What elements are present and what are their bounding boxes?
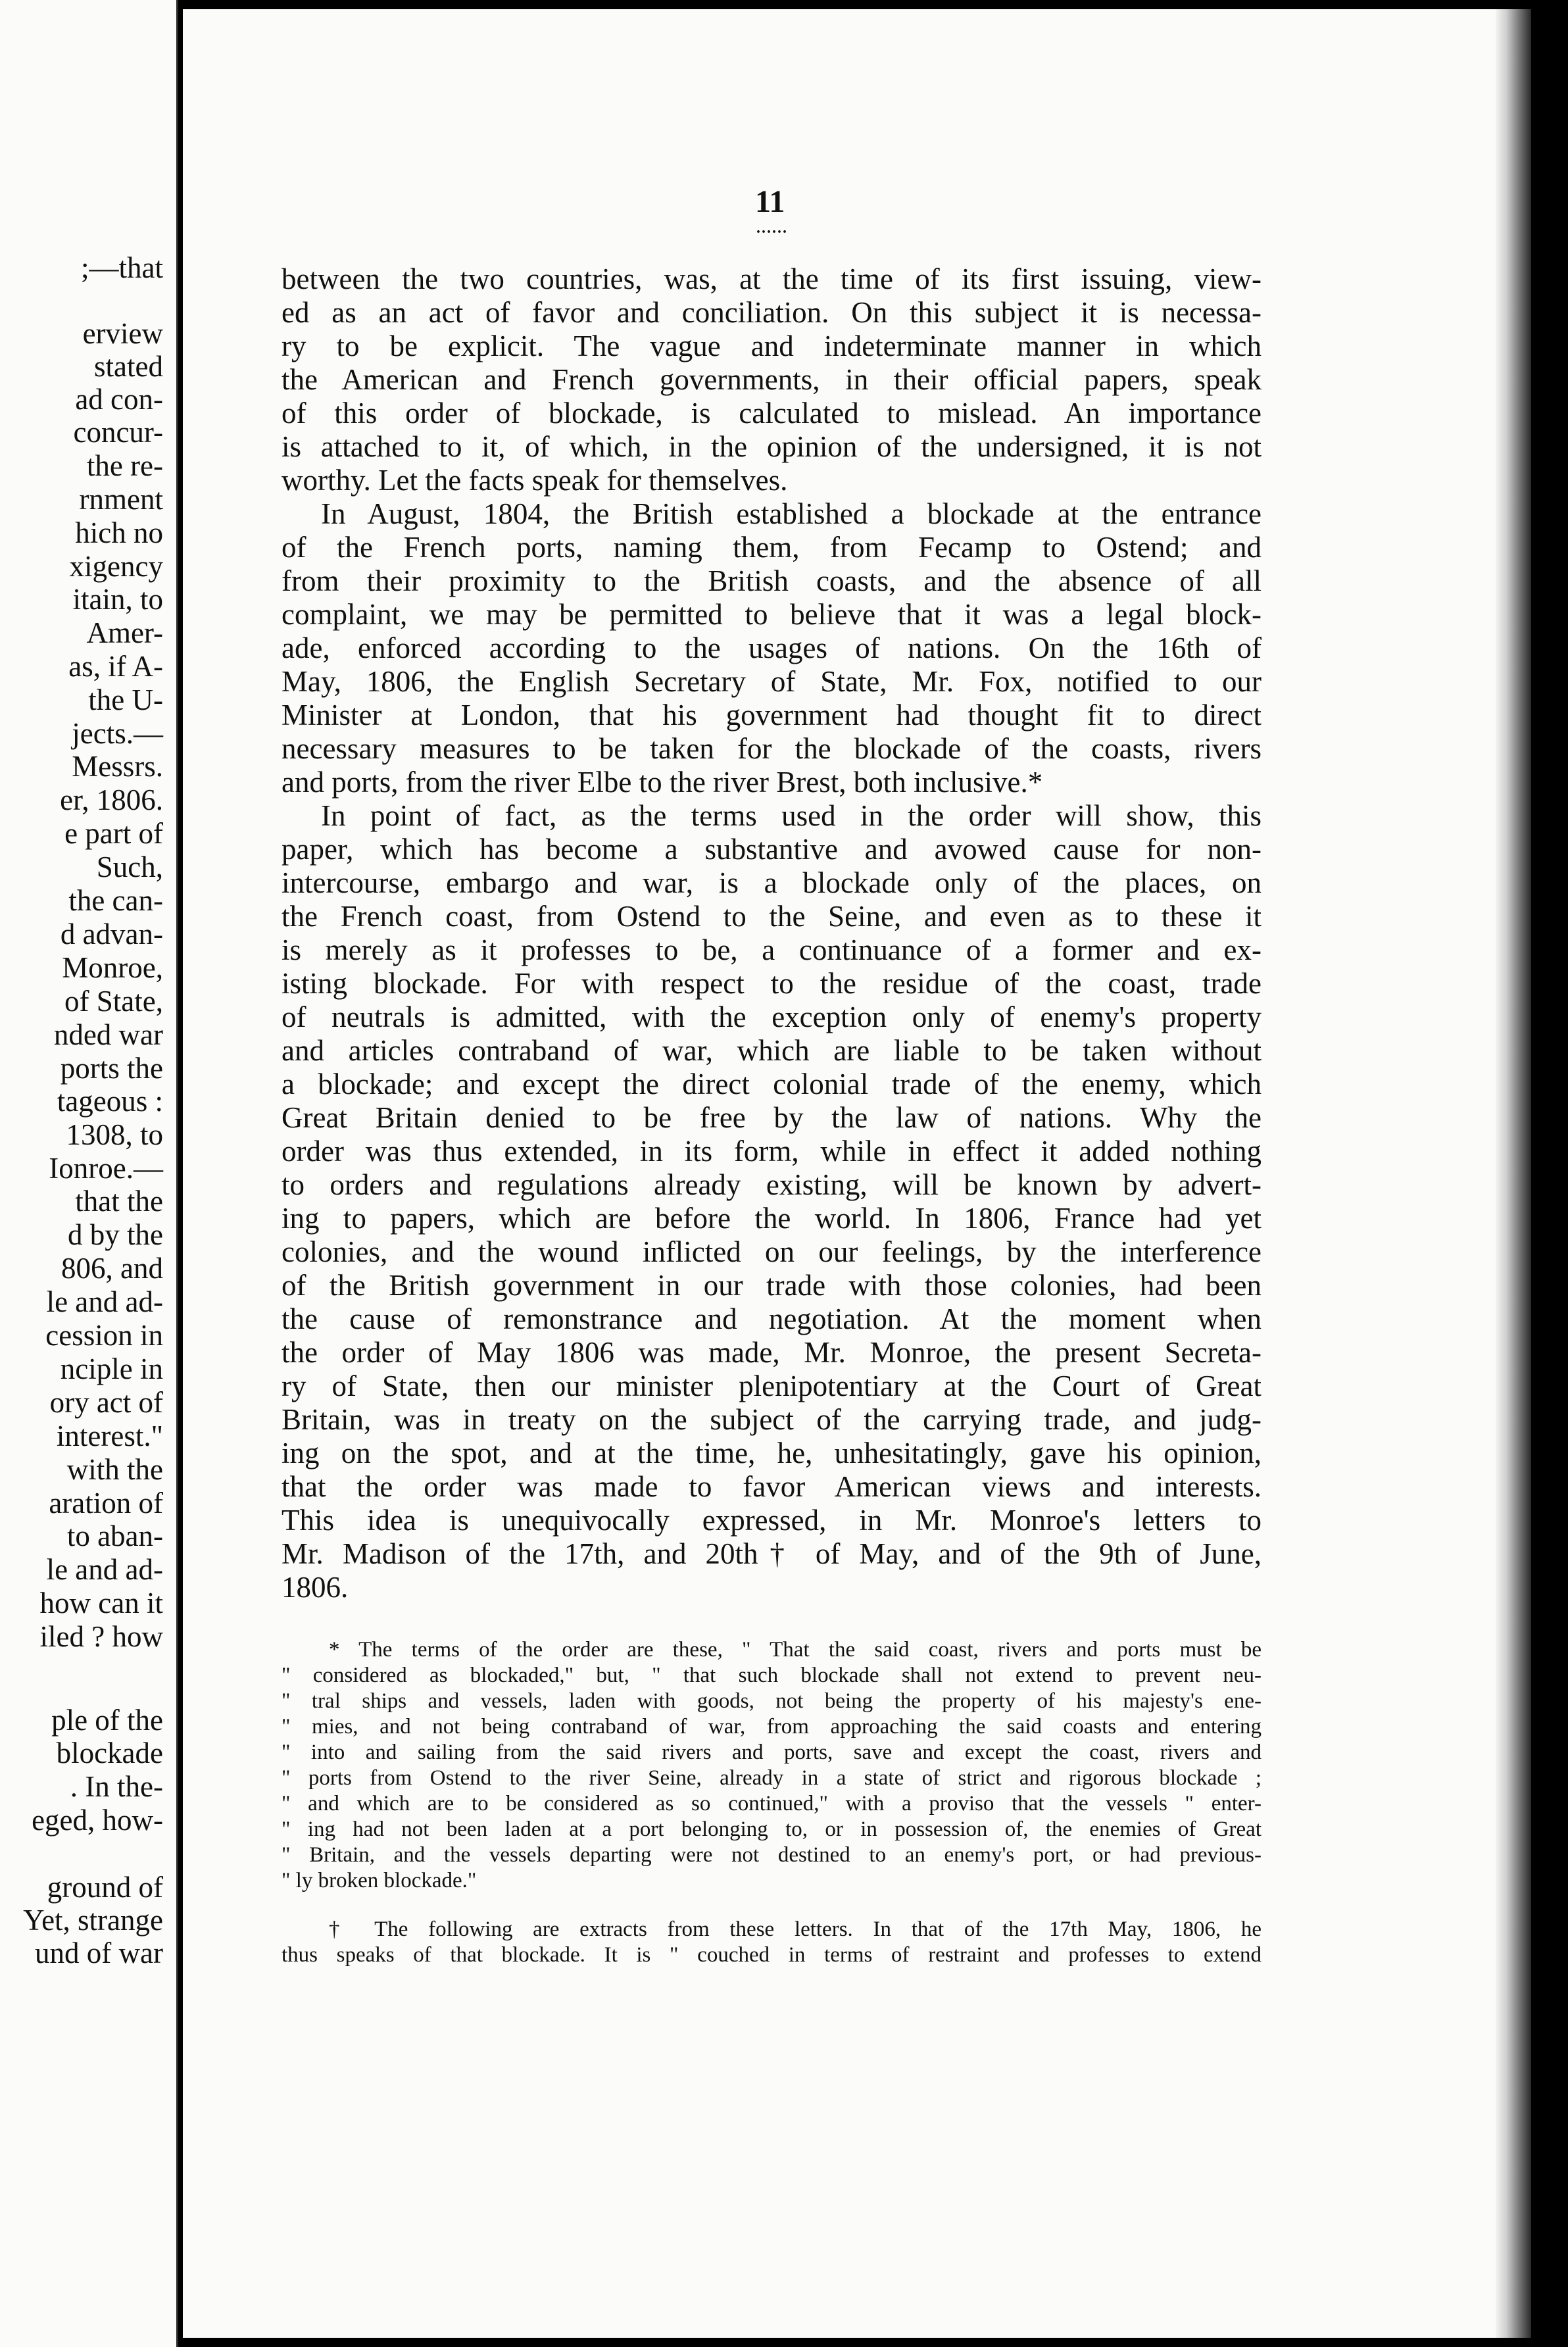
text-line: May, 1806, the English Secretary of State, Mr. Fox, notified to our <box>282 665 1262 698</box>
footnote-star <box>282 1637 1262 1894</box>
left-page-line: d by the <box>68 1218 163 1251</box>
left-page-line: concur- <box>73 416 163 449</box>
text-line: of this order of blockade, is calculated to mislead. An importance <box>282 397 1262 430</box>
left-page-line: Monroe, <box>62 951 163 984</box>
text-line: Mr. Madison of the 17th, and 20th† of May, and of the 9th of June, <box>282 1537 1262 1570</box>
footnote-line: " and which are to be considered as so continued," with a proviso that the vessels " enter- <box>282 1792 1262 1816</box>
left-page-line: e part of <box>64 817 163 850</box>
text-line: order was thus extended, in its form, while in effect it added nothing <box>282 1135 1262 1168</box>
text-line: ade, enforced according to the usages of nations. On the 16th of <box>282 631 1262 664</box>
left-page-line: itain, to <box>72 583 163 616</box>
left-page-line: und of war <box>35 1937 163 1969</box>
left-page-line: the re- <box>86 449 163 482</box>
text-line: of the British government in our trade with those colonies, had been <box>282 1269 1262 1302</box>
left-page-line: le and ad- <box>46 1553 163 1586</box>
text-line: that the order was made to favor American views and interests. <box>282 1470 1262 1503</box>
body-text <box>282 262 1262 1604</box>
text-line: between the two countries, was, at the time of its first issuing, view- <box>282 262 1262 295</box>
text-line: the order of May 1806 was made, Mr. Monroe, the present Secreta- <box>282 1336 1262 1369</box>
main-page <box>183 9 1531 2338</box>
text-line: In August, 1804, the British established a blockade at the entrance <box>321 497 1262 530</box>
text-line: ed as an act of favor and conciliation. On this subject it is necessa- <box>282 296 1262 329</box>
left-page-line: Messrs. <box>72 750 163 783</box>
text-line: from their proximity to the British coasts, and the absence of all <box>282 564 1262 597</box>
left-page-line: ad con- <box>75 383 163 416</box>
left-page-line: cession in <box>45 1319 163 1352</box>
left-page-line: nded war <box>53 1018 163 1051</box>
left-page-line: that the <box>75 1185 163 1218</box>
text-line: isting blockade. For with respect to the residue of the coast, trade <box>282 967 1262 1000</box>
text-line: complaint, we may be permitted to believe that it was a legal block- <box>282 598 1262 631</box>
footnote-line: " ports from Ostend to the river Seine, already in a state of strict and rigorous blockade ; <box>282 1766 1262 1790</box>
left-page-line: er, 1806. <box>60 783 163 816</box>
footnote-line: " ing had not been laden at a port belonging to, or in possession of, the enemies of Great <box>282 1817 1262 1841</box>
left-page-line: Such, <box>96 851 163 883</box>
left-page-line: tageous : <box>57 1085 163 1118</box>
text-line: ing to papers, which are before the world. In 1806, France had yet <box>282 1202 1262 1235</box>
left-page-line: erview <box>82 317 163 350</box>
left-page-line: stated <box>94 350 163 383</box>
left-page-line: jects.— <box>72 717 163 750</box>
text-line: Minister at London, that his government had thought fit to direct <box>282 699 1262 731</box>
left-page-line: of State, <box>64 985 163 1018</box>
left-page-line: . In the- <box>70 1770 163 1803</box>
footnote-line: " into and sailing from the said rivers and ports, save and except the coast, rivers and <box>282 1741 1262 1764</box>
text-line: ing on the spot, and at the time, he, unhesitatingly, gave his opinion, <box>282 1437 1262 1470</box>
text-line: 1806. <box>282 1571 349 1604</box>
text-line: ry to be explicit. The vague and indeterminate manner in which <box>282 330 1262 362</box>
left-page-fragment <box>0 0 178 2347</box>
text-line: In point of fact, as the terms used in the order will show, this <box>321 799 1262 832</box>
left-page-line: 806, and <box>61 1252 163 1285</box>
text-line: colonies, and the wound inflicted on our feelings, by the interference <box>282 1235 1262 1268</box>
left-page-line: Yet, strange <box>23 1904 163 1937</box>
left-page-line: ple of the <box>51 1704 163 1737</box>
left-page-line: ory act of <box>49 1386 163 1419</box>
text-line: the cause of remonstrance and negotiation. At the moment when <box>282 1302 1262 1335</box>
text-line: the French coast, from Ostend to the Seine, and even as to these it <box>282 900 1262 933</box>
page-spine-shadow <box>1496 9 1531 2338</box>
text-line: Britain, was in treaty on the subject of the carrying trade, and judg- <box>282 1403 1262 1436</box>
left-page-line: le and ad- <box>46 1285 163 1318</box>
left-page-line: Amer- <box>86 616 163 649</box>
left-page-line: hich no <box>75 516 163 549</box>
left-page-line: ports the <box>60 1052 163 1085</box>
page-number-ornament: ...... <box>756 220 788 237</box>
left-page-line: interest." <box>56 1420 163 1452</box>
text-line: paper, which has become a substantive and avowed cause for non- <box>282 833 1262 866</box>
page-number: 11 <box>755 184 785 219</box>
footnote-line: " mies, and not being contraband of war, from approaching the said coasts and entering <box>282 1715 1262 1739</box>
text-line: a blockade; and except the direct colonial trade of the enemy, which <box>282 1068 1262 1100</box>
left-page-line: ;—that <box>81 251 163 284</box>
footnote-line: " Britain, and the vessels departing were not destined to an enemy's port, or had previous- <box>282 1843 1262 1867</box>
text-line: worthy. Let the facts speak for themselves. <box>282 464 788 497</box>
footnote-line: " tral ships and vessels, laden with goods, not being the property of his majesty's ene- <box>282 1689 1262 1713</box>
text-line: Great Britain denied to be free by the law of nations. Why the <box>282 1101 1262 1134</box>
footnote-line: * The terms of the order are these, " That the said coast, rivers and ports must be <box>329 1638 1262 1662</box>
left-page-line: with the <box>66 1453 163 1486</box>
left-page-line: to aban- <box>66 1519 163 1552</box>
left-page-line: as, if A- <box>68 650 163 683</box>
left-page-line: d advan- <box>60 918 163 951</box>
left-page-line: 1308, to <box>66 1118 163 1151</box>
footnote-dagger <box>282 1917 1262 1968</box>
left-page-line: aration of <box>49 1487 163 1519</box>
text-line: of neutrals is admitted, with the exception only of enemy's property <box>282 1001 1262 1033</box>
text-line: the American and French governments, in their official papers, speak <box>282 363 1262 396</box>
text-line: is attached to it, of which, in the opinion of the undersigned, it is not <box>282 430 1262 463</box>
left-page-line: iled ? how <box>39 1620 163 1653</box>
text-line: necessary measures to be taken for the blockade of the coasts, rivers <box>282 732 1262 765</box>
text-line: and articles contraband of war, which are liable to be taken without <box>282 1034 1262 1067</box>
text-line: ry of State, then our minister plenipotentiary at the Court of Great <box>282 1370 1262 1402</box>
text-line: to orders and regulations already existing, will be known by advert- <box>282 1168 1262 1201</box>
text-line: intercourse, embargo and war, is a blockade only of the places, on <box>282 866 1262 899</box>
left-page-line: rnment <box>79 483 163 516</box>
text-line: and ports, from the river Elbe to the river Brest, both inclusive.* <box>282 766 1043 799</box>
text-line: This idea is unequivocally expressed, in Mr. Monroe's letters to <box>282 1504 1262 1537</box>
left-page-line: blockade <box>56 1737 163 1769</box>
footnote-line: thus speaks of that blockade. It is " couched in terms of restraint and professes to extend <box>282 1943 1262 1967</box>
left-page-line: eged, how- <box>32 1804 163 1837</box>
text-line: of the French ports, naming them, from Fecamp to Ostend; and <box>282 531 1262 564</box>
footnote-line: " ly broken blockade." <box>282 1869 477 1892</box>
footnote-line: " considered as blockaded," but, " that such blockade shall not extend to prevent neu- <box>282 1664 1262 1687</box>
left-page-line: the can- <box>68 884 163 917</box>
text-line: is merely as it professes to be, a continuance of a former and ex- <box>282 933 1262 966</box>
left-page-line: Ionroe.— <box>49 1152 163 1185</box>
left-page-line: the U- <box>88 683 163 716</box>
left-page-line: nciple in <box>60 1352 163 1385</box>
footnote-line: † The following are extracts from these letters. In that of the 17th May, 1806, he <box>329 1917 1262 1941</box>
left-page-line: xigency <box>69 550 163 583</box>
left-page-line: how can it <box>39 1587 163 1619</box>
left-page-line: ground of <box>47 1871 163 1904</box>
